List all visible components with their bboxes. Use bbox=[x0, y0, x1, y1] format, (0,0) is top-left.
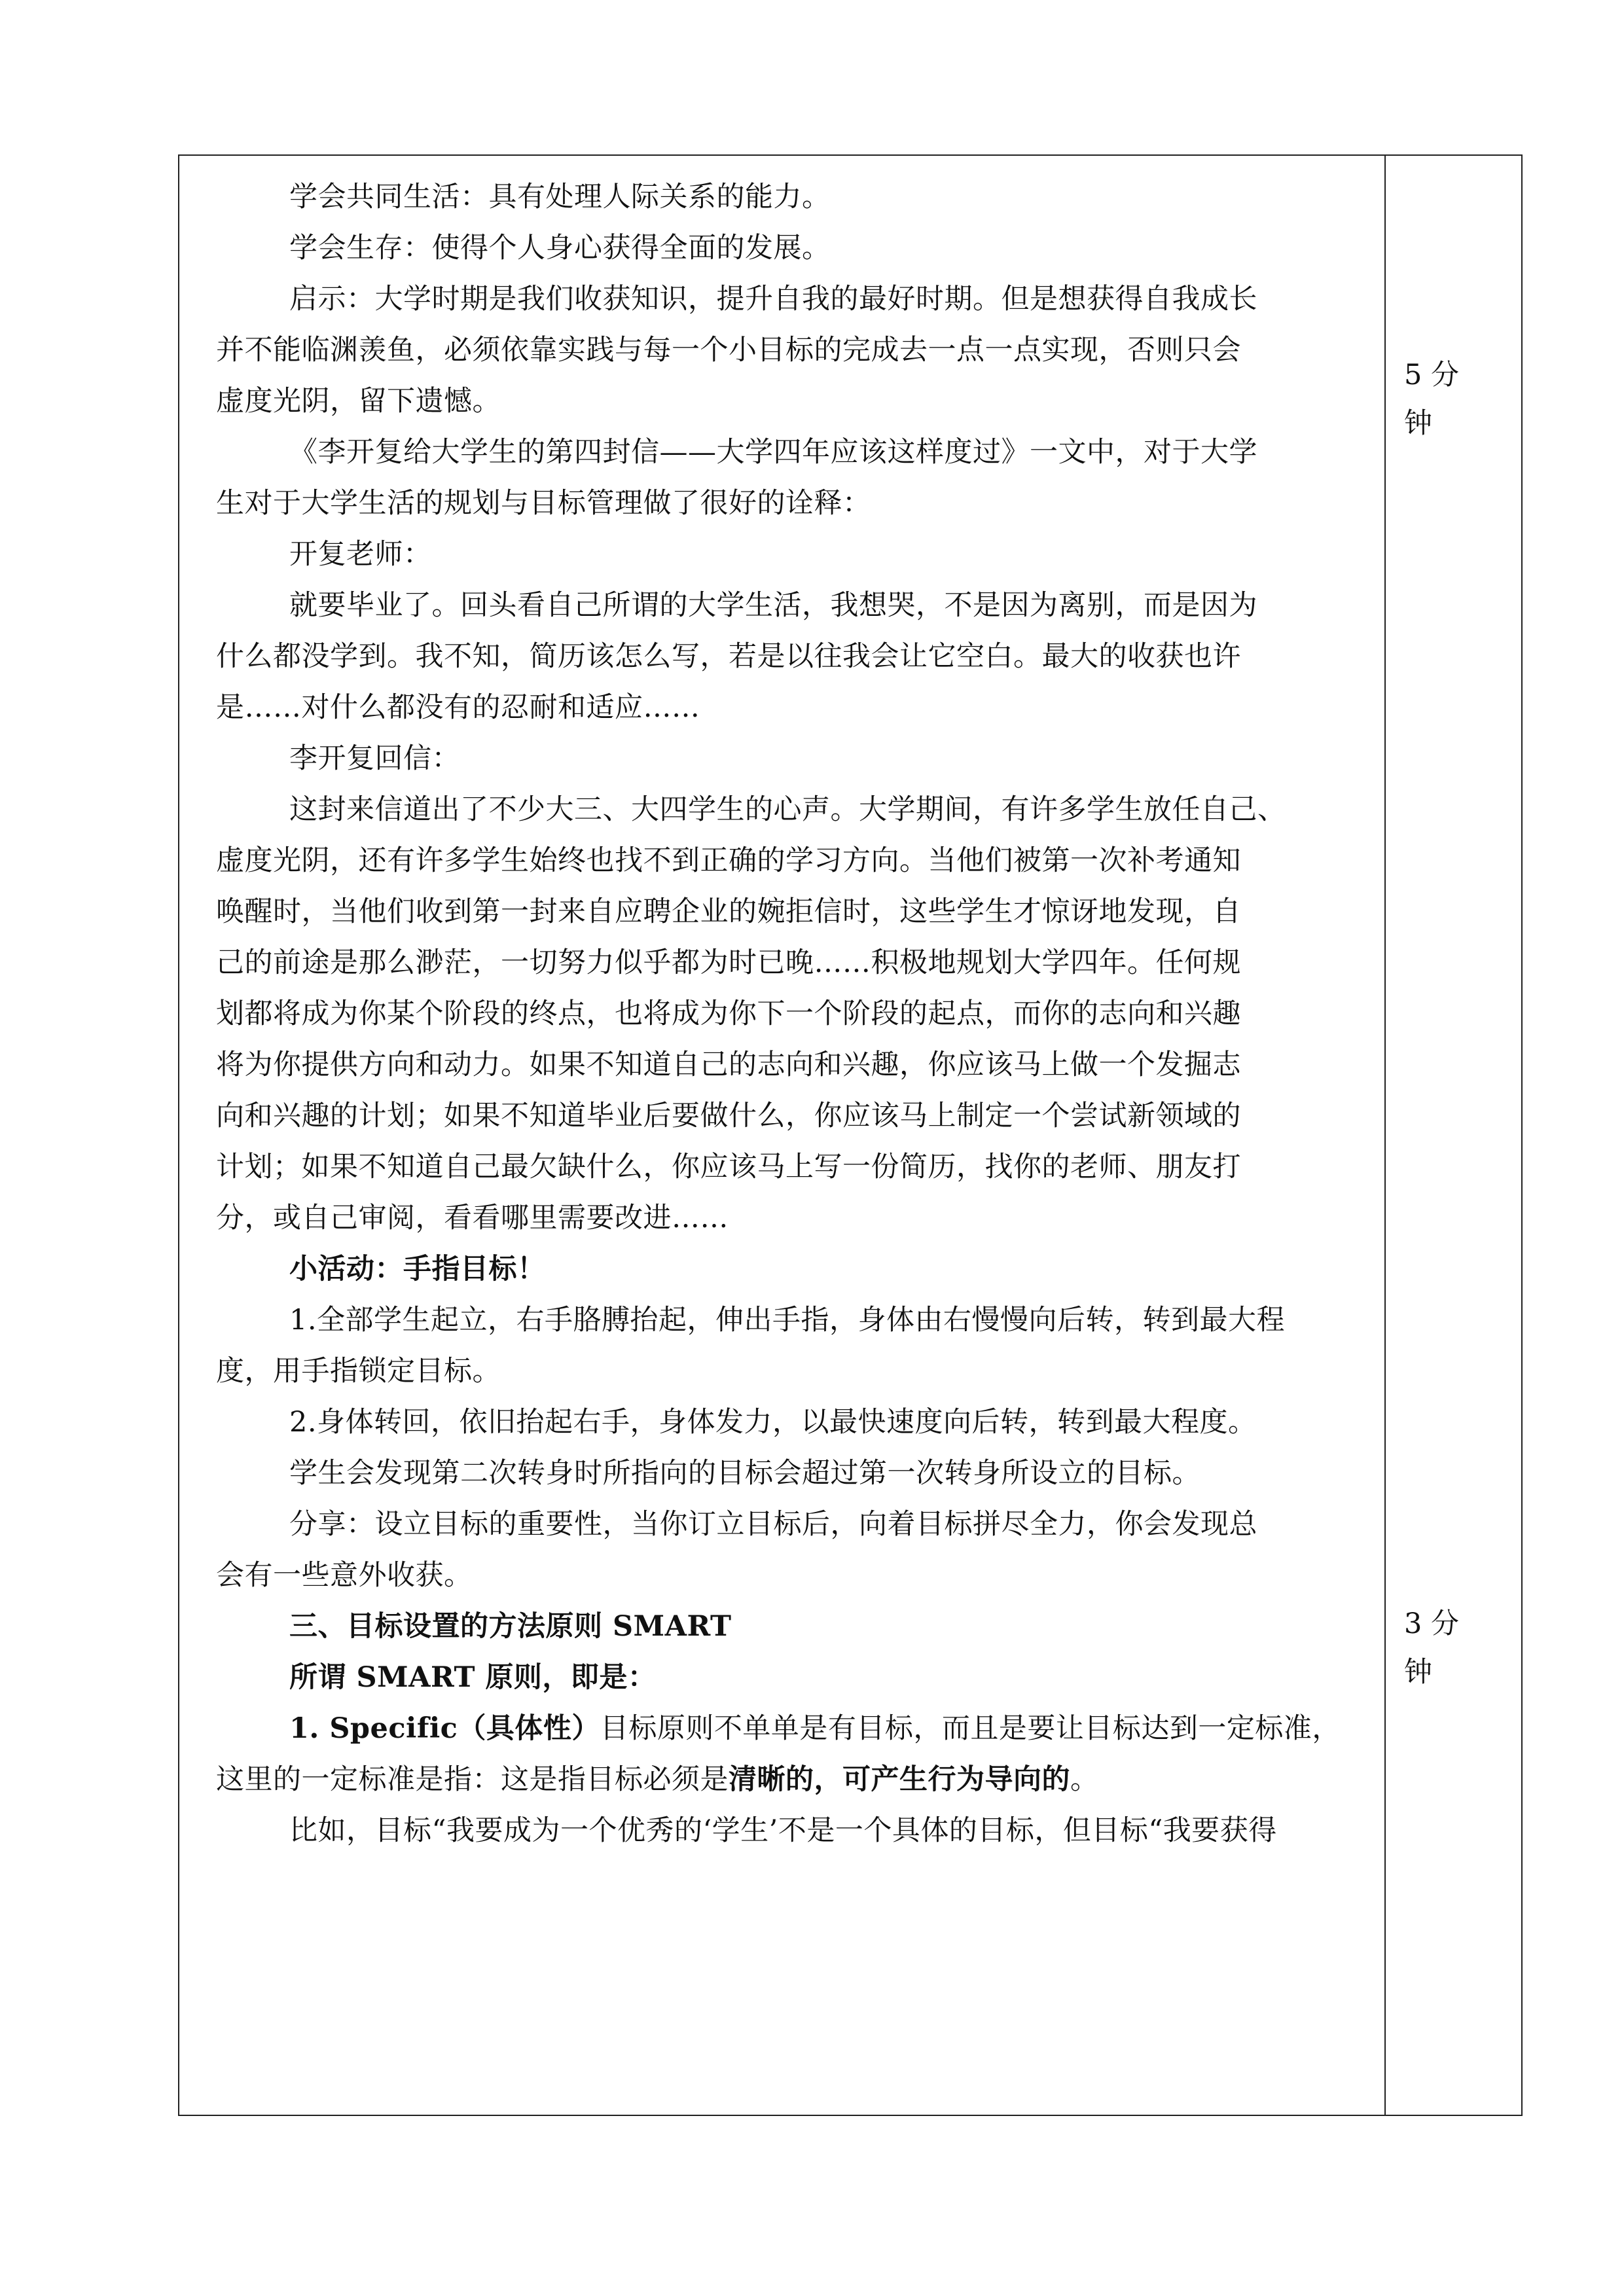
text-line: 划都将成为你某个阶段的终点，也将成为你下一个阶段的起点，而你的志向和兴趣 bbox=[216, 997, 1241, 1030]
text-line: 就要毕业了。回头看自己所谓的大学生活，我想哭，不是因为离别，而是因为 bbox=[289, 589, 1257, 622]
text-line: 小活动：手指目标！ bbox=[289, 1253, 546, 1285]
paragraph-letter-intro bbox=[216, 427, 1368, 529]
text-line: 向和兴趣的计划；如果不知道毕业后要做什么，你应该马上制定一个尝试新领域的 bbox=[216, 1100, 1241, 1132]
time-note-line: 钟 bbox=[1404, 1656, 1432, 1689]
time-note-3-min bbox=[1404, 1600, 1515, 1696]
time-note-line: 钟 bbox=[1404, 407, 1432, 440]
text-line: 三、目标设置的方法原则 SMART bbox=[289, 1610, 732, 1643]
text-line: 李开复回信： bbox=[289, 742, 460, 775]
text-line: 将为你提供方向和动力。如果不知道自己的志向和兴趣，你应该马上做一个发掘志 bbox=[216, 1049, 1241, 1081]
text-line: 开复老师： bbox=[289, 538, 432, 571]
text-line: 并不能临渊羡鱼，必须依靠实践与每一个小目标的完成去一点一点实现，否则只会 bbox=[216, 334, 1241, 367]
activity-step-1 bbox=[216, 1295, 1368, 1397]
paragraph-reply-heading bbox=[216, 733, 1368, 784]
text-line: 己的前途是那么渺茫，一切努力似乎都为时已晚……积极地规划大学四年。任何规 bbox=[216, 946, 1241, 979]
time-column bbox=[1386, 156, 1521, 2115]
text-line: 比如，目标“我要成为一个优秀的‘学生’不是一个具体的目标，但目标“我要获得 bbox=[289, 1814, 1277, 1847]
text-line: 分，或自己审阅，看看哪里需要改进…… bbox=[216, 1202, 729, 1234]
text-line: 学生会发现第二次转身时所指向的目标会超过第一次转身所设立的目标。 bbox=[289, 1457, 1200, 1490]
text-line: 生对于大学生活的规划与目标管理做了很好的诠释： bbox=[216, 487, 871, 520]
section-heading-smart bbox=[216, 1601, 1368, 1652]
smart-example bbox=[216, 1805, 1368, 1856]
emphasis-text: 清晰的，可产生行为导向的 bbox=[729, 1763, 1070, 1796]
activity-observation bbox=[216, 1448, 1368, 1499]
text-line: 是……对什么都没有的忍耐和适应…… bbox=[216, 691, 700, 724]
text-line: 启示：大学时期是我们收获知识，提升自我的最好时期。但是想获得自我成长 bbox=[289, 283, 1257, 315]
time-note-line: 3 分 bbox=[1404, 1607, 1460, 1640]
lesson-plan-table bbox=[178, 154, 1523, 2116]
text-line: 什么都没学到。我不知，简历该怎么写，若是以往我会让它空白。最大的收获也许 bbox=[216, 640, 1241, 673]
paragraph-reply-body bbox=[216, 784, 1368, 1244]
paragraph-coexistence bbox=[216, 171, 1368, 223]
text-line: 《李开复给大学生的第四封信——大学四年应该这样度过》一文中，对于大学 bbox=[289, 436, 1257, 469]
text-line: 分享：设立目标的重要性，当你订立目标后，向着目标拼尽全力，你会发现总 bbox=[289, 1508, 1257, 1541]
time-note-5-min bbox=[1404, 351, 1515, 448]
activity-sharing bbox=[216, 1499, 1368, 1601]
activity-heading bbox=[216, 1244, 1368, 1295]
paragraph-salutation bbox=[216, 529, 1368, 580]
text-line: 度，用手指锁定目标。 bbox=[216, 1355, 501, 1388]
time-note-line: 5 分 bbox=[1404, 359, 1460, 391]
text-line: 1. Specific（具体性）目标原则不单单是有目标，而且是要让目标达到一定标准， bbox=[289, 1712, 1341, 1745]
text-line: 所谓 SMART 原则，即是： bbox=[289, 1661, 657, 1694]
smart-intro bbox=[216, 1652, 1368, 1703]
content-column bbox=[179, 156, 1384, 2115]
activity-step-2 bbox=[216, 1397, 1368, 1448]
text-line: 学会生存：使得个人身心获得全面的发展。 bbox=[289, 232, 831, 264]
text-line: 会有一些意外收获。 bbox=[216, 1559, 473, 1592]
text-line: 计划；如果不知道自己最欠缺什么，你应该马上写一份简历，找你的老师、朋友打 bbox=[216, 1151, 1241, 1183]
text-line: 学会共同生活：具有处理人际关系的能力。 bbox=[289, 181, 831, 213]
paragraph-student-letter bbox=[216, 580, 1368, 733]
text-line: 虚度光阴，还有许多学生始终也找不到正确的学习方向。当他们被第一次补考通知 bbox=[216, 844, 1241, 877]
text-line: 唤醒时，当他们收到第一封来自应聘企业的婉拒信时，这些学生才惊讶地发现，自 bbox=[216, 895, 1241, 928]
text-line: 这里的一定标准是指：这是指目标必须是清晰的，可产生行为导向的。 bbox=[216, 1763, 1099, 1796]
smart-specific bbox=[216, 1703, 1368, 1805]
text-line: 1.全部学生起立，右手胳膊抬起，伸出手指，身体由右慢慢向后转，转到最大程 bbox=[289, 1304, 1286, 1336]
text-line: 这封来信道出了不少大三、大四学生的心声。大学期间，有许多学生放任自己、 bbox=[289, 793, 1286, 826]
paragraph-survival bbox=[216, 223, 1368, 274]
emphasis-text: 1. Specific（具体性） bbox=[289, 1712, 600, 1745]
paragraph-insight bbox=[216, 274, 1368, 427]
text-line: 2.身体转回，依旧抬起右手，身体发力，以最快速度向后转，转到最大程度。 bbox=[289, 1406, 1257, 1439]
text-line: 虚度光阴，留下遗憾。 bbox=[216, 385, 501, 418]
